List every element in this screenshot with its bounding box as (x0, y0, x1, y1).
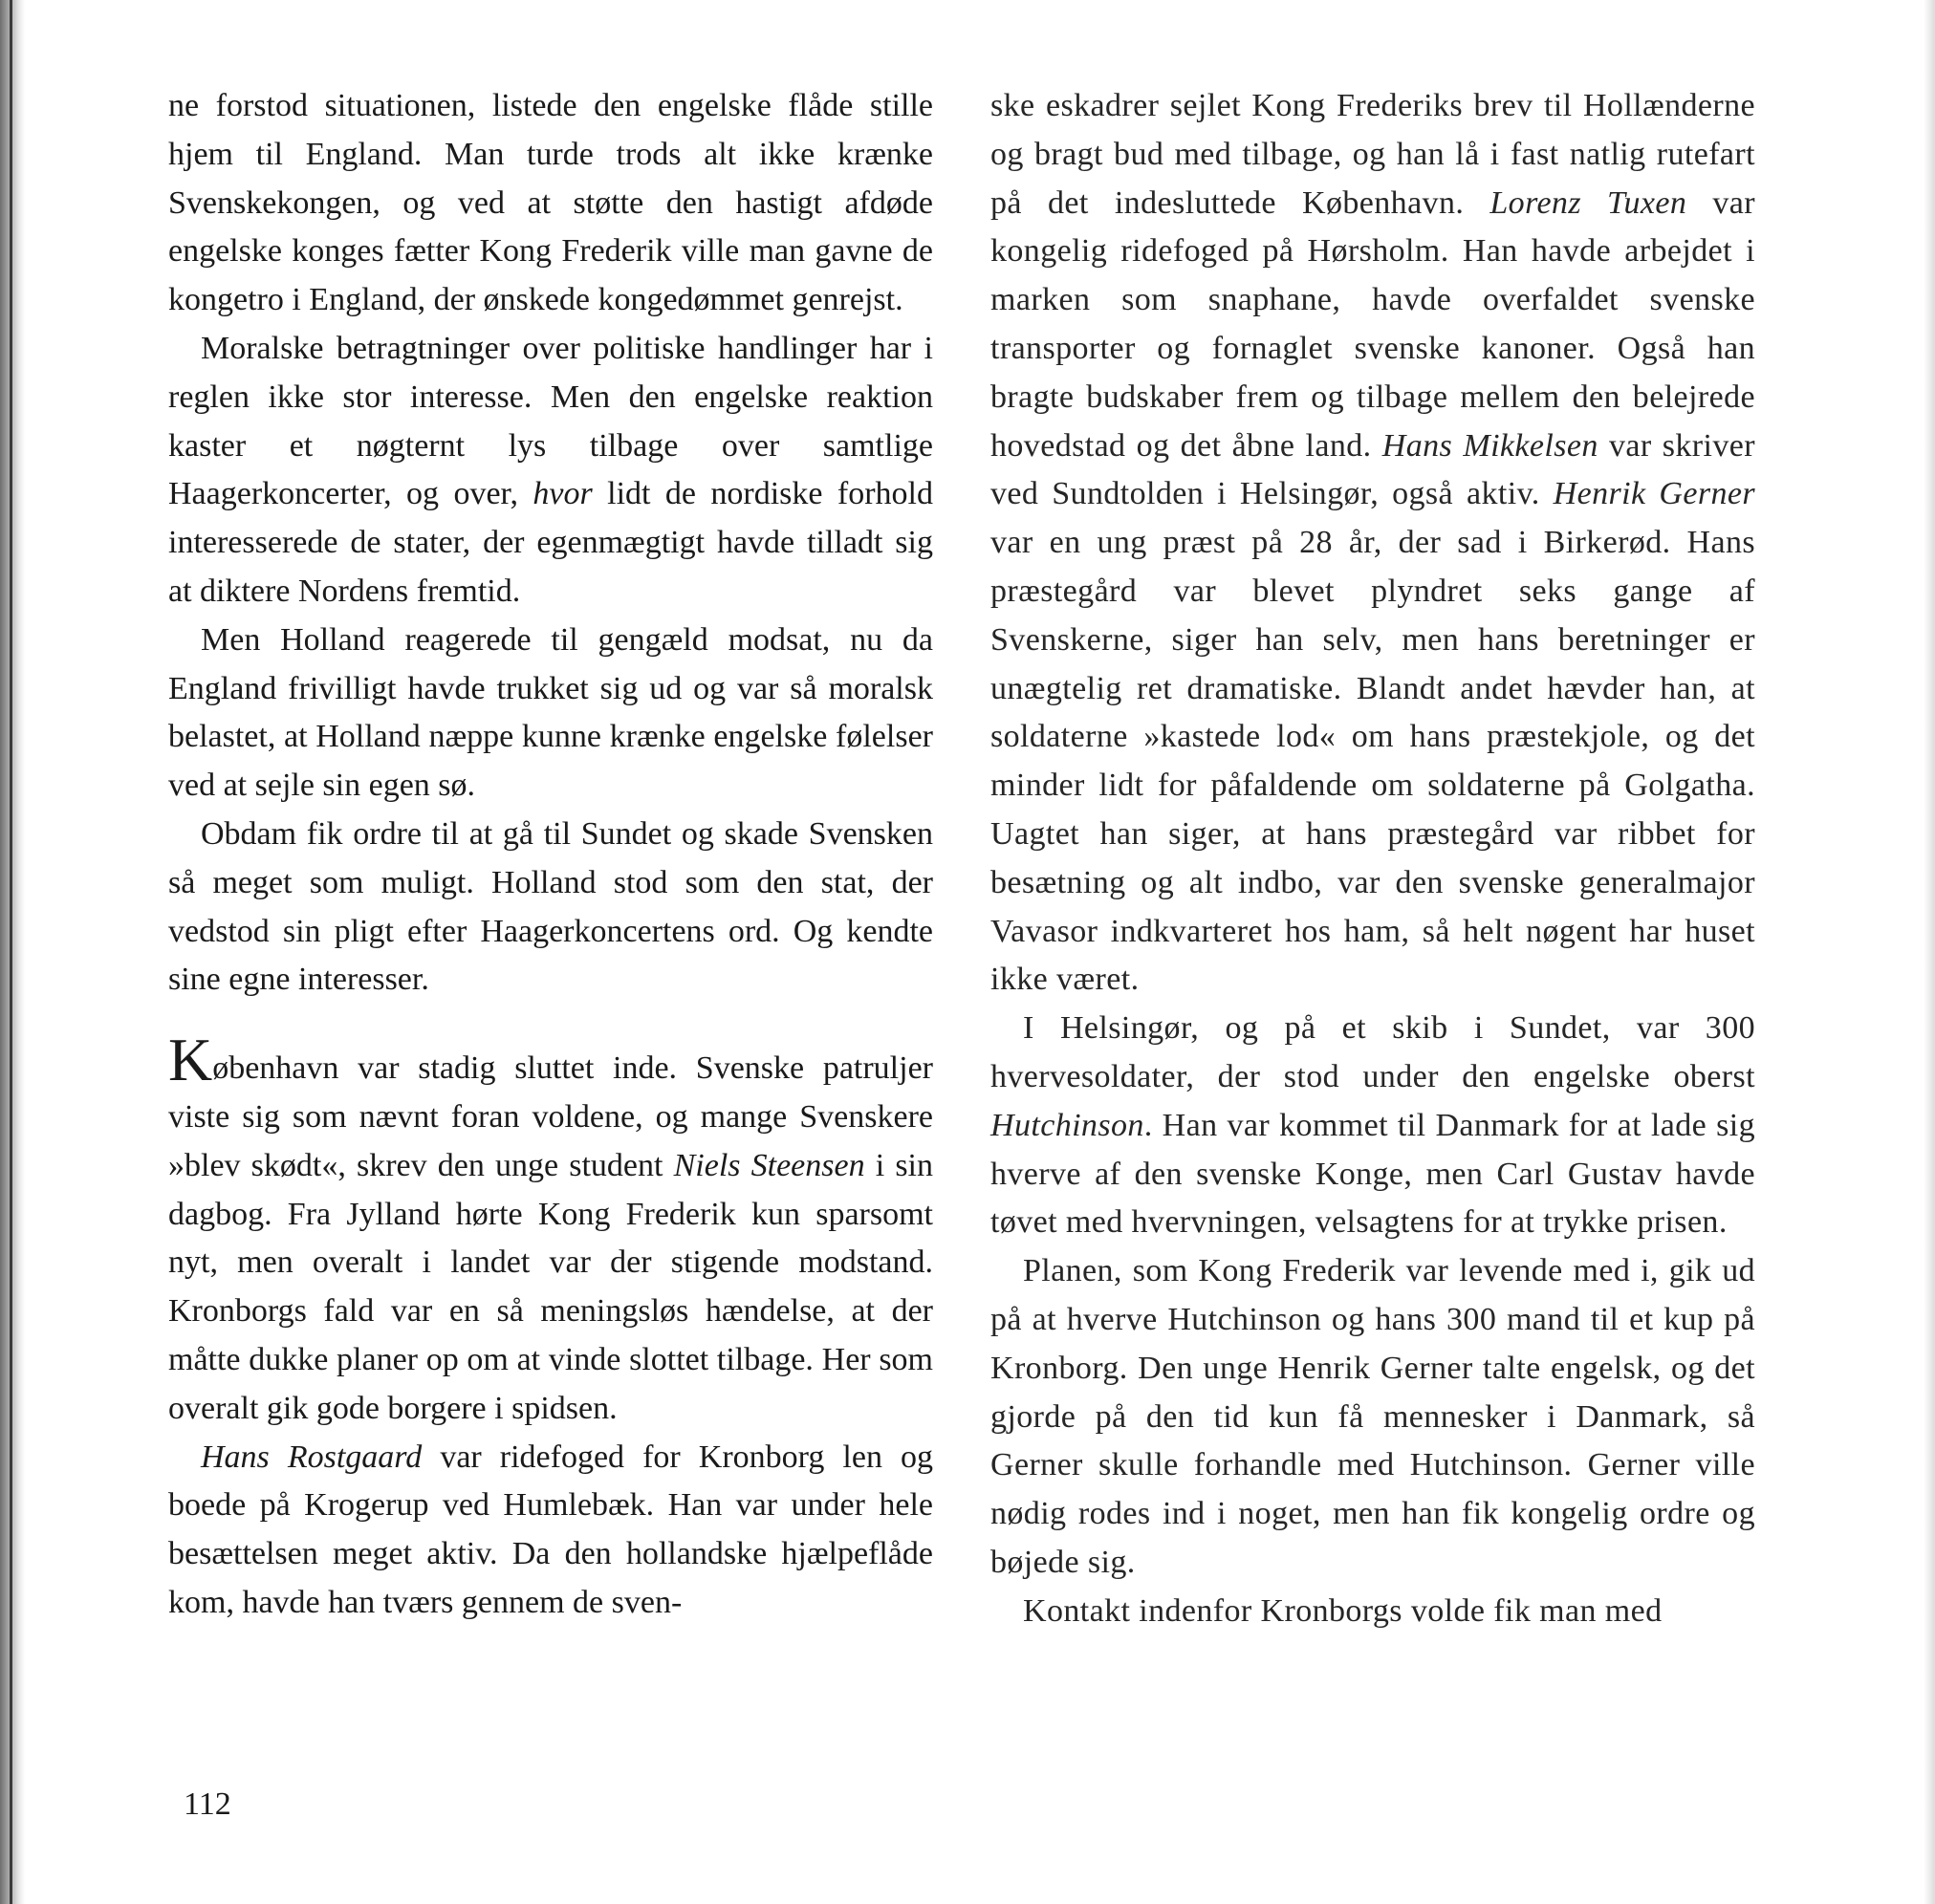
paragraph: Planen, som Kong Frederik var levende med i, gik ud på at hverve Hutchinson og hans 300 mand til et kup på Kronborg. Den unge Henrik Gerner talte engelsk, og det gjorde på den tid kun få mennesker i Danmark, så Gerner skulle forhandle med Hutchinson. Gerner ville nødig rodes ind i noget, men han fik kongelig ordre og bøjede sig. (990, 1253, 1755, 1580)
text-run: i sin dagbog. Fra Jylland hørte Kong Frederik kun sparsomt nyt, men overalt i landet var der stigende modstand. Kronborgs fald var en så meningsløs hændelse, at der måtte dukke planer op om at vinde slottet tilbage. Her som overalt gik gode borgere i spidsen. (168, 1147, 933, 1426)
page-edge-shadow (1924, 0, 1935, 1904)
paragraph (168, 1434, 933, 1628)
text-run: øbenhavn var stadig sluttet inde. Svenske patruljer viste sig som nævnt foran voldene, og mange Svenskere »blev skødt«, skrev den unge student (168, 1050, 933, 1183)
section-paragraph (168, 1026, 933, 1433)
paragraph (168, 325, 933, 617)
italic-word: hvor (533, 476, 593, 512)
paragraph: ne forstod situationen, listede den engelske flåde stille hjem til England. Man turde trods alt ikke krænke Svenskekongen, og ved at støtte den hastigt afdøde engelske konges fætter Kong Frederik ville man gavne de kongetro i England, der ønskede kongedømmet genrejst. (168, 88, 933, 318)
text-run: . Han var kommet til Danmark for at lade sig hverve af den svenske Konge, men Carl Gustav havde tøvet med hvervningen, velsagtens for at trykke prisen. (990, 1107, 1755, 1241)
text-run: I Helsingør, og på et skib i Sundet, var 300 hvervesoldater, der stod under den engelske oberst (990, 1010, 1755, 1094)
italic-name: Niels Steensen (673, 1147, 865, 1183)
page-number: 112 (184, 1786, 231, 1822)
paragraph: Obdam fik ordre til at gå til Sundet og skade Svensken så meget som muligt. Holland stod som den stat, der vedstod sin pligt efter Haagerkoncertens ord. Og kendte sine egne interesser. (168, 815, 933, 998)
book-binding-shadow (0, 0, 25, 1904)
text-run: var en ung præst på 28 år, der sad i Birkerød. Hans præstegård var blevet plyndret seks gange af Svenskerne, siger han selv, men hans beretninger er unægtelig ret dramatiske. Blandt andet hævder han, at soldaterne »kastede lod« om hans præstekjole, og det minder lidt for påfaldende om soldaterne på Golgatha. Uagtet han siger, at hans præstegård var ribbet for besætning og alt indbo, var den svenske generalmajor Vavasor indkvarteret hos ham, så helt nøgent har huset ikke været. (990, 525, 1755, 998)
italic-name: Henrik Gerner (1553, 476, 1755, 512)
paragraph (990, 1005, 1755, 1247)
italic-name: Lorenz Tuxen (1489, 184, 1687, 221)
text-run: Moralske betragtninger over politiske handlinger har i reglen ikke stor interesse. Men den engelske reaktion kaster et nøgternt lys tilbage over samtlige Haagerkoncerter, og over, (168, 330, 933, 512)
text-run: lidt de nordiske forhold interesserede de stater, der egenmægtigt havde tilladt sig at diktere Nordens fremtid. (168, 476, 933, 609)
left-text-column (168, 82, 933, 1628)
drop-cap: K (168, 1026, 213, 1094)
paragraph: Kontakt indenfor Kronborgs volde fik man med (1023, 1592, 1663, 1629)
paragraph: Men Holland reagerede til gengæld modsat, nu da England frivilligt havde trukket sig ud og var så moralsk belastet, at Holland næppe kunne krænke engelske følelser ved at sejle sin egen sø. (168, 621, 933, 804)
text-run: ske eskadrer sejlet Kong Frederiks brev til Hollænderne og bragt bud med tilbage, og han lå i fast natlig rutefart på det indesluttede København. (990, 88, 1755, 221)
text-run: var ridefoged for Kronborg len og boede på Krogerup ved Humlebæk. Han var under hele besættelsen meget aktiv. Da den hollandske hjælpeflåde kom, havde han tværs gennem de sven- (168, 1439, 934, 1620)
italic-name: Hans Mikkelsen (1381, 427, 1598, 464)
text-run: var skriver ved Sundtolden i Helsingør, også aktiv. (990, 427, 1755, 512)
italic-name: Hans Rostgaard (201, 1439, 423, 1475)
text-run: var kongelig ridefoged på Hørsholm. Han havde arbejdet i marken som snaphane, havde overfaldet svenske transporter og fornaglet svenske kanoner. Også han bragte budskaber frem og tilbage mellem den belejrede hovedstad og det åbne land. (990, 184, 1755, 464)
paragraph (990, 82, 1755, 1005)
italic-name: Hutchinson (990, 1107, 1144, 1143)
right-text-column (990, 82, 1755, 1636)
book-binding-line (10, 0, 12, 1904)
